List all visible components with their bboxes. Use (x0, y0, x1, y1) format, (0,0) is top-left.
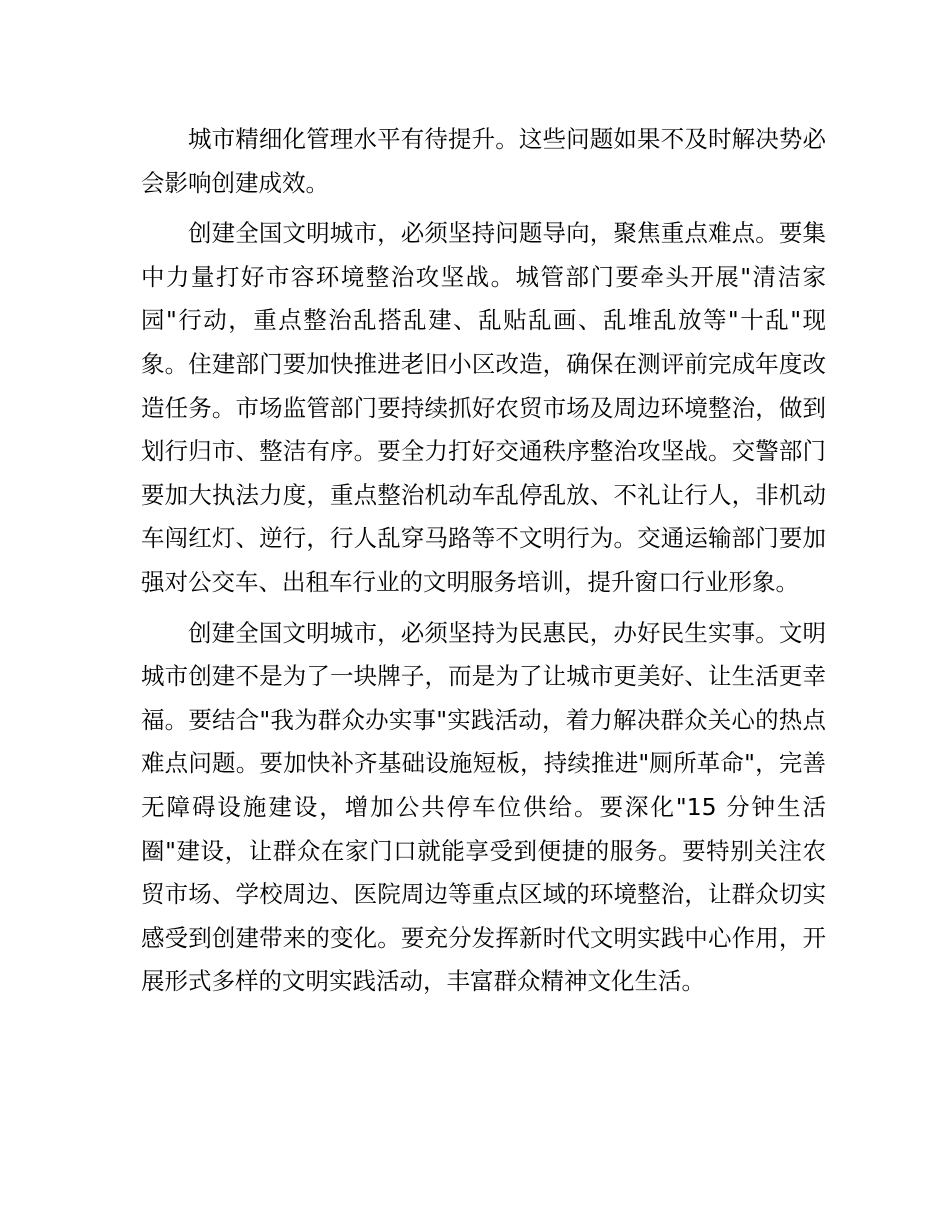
paragraph-3: 创建全国文明城市，必须坚持为民惠民，办好民生实事。文明城市创建不是为了一块牌子，而是为了让城市更美好、让生活更幸福。要结合"我为群众办实事"实践活动，着力解决群众关心的热点难点问题。要加快补齐基础设施短板，持续推进"厕所革命"，完善无障碍设施建设，增加公共停车位供给。要深化"15 分钟生活圈"建设，让群众在家门口就能享受到便捷的服务。要特别关注农贸市场、学校周边、医院周边等重点区域的环境整治，让群众切实感受到创建带来的变化。要充分发挥新时代文明实践中心作用，开展形式多样的文明实践活动，丰富群众精神文化生活。 (141, 618, 826, 996)
document-body (141, 118, 826, 1011)
paragraph-2: 创建全国文明城市，必须坚持问题导向，聚焦重点难点。要集中力量打好市容环境整治攻坚战。城管部门要牵头开展"清洁家园"行动，重点整治乱搭乱建、乱贴乱画、乱堆乱放等"十乱"现象。住建部门要加快推进老旧小区改造，确保在测评前完成年度改造任务。市场监管部门要持续抓好农贸市场及周边环境整治，做到划行归市、整洁有序。要全力打好交通秩序整治攻坚战。交警部门要加大执法力度，重点整治机动车乱停乱放、不礼让行人，非机动车闯红灯、逆行，行人乱穿马路等不文明行为。交通运输部门要加强对公交车、出租车行业的文明服务培训，提升窗口行业形象。 (141, 219, 826, 596)
paragraph-1: 城市精细化管理水平有待提升。这些问题如果不及时解决势必会影响创建成效。 (141, 125, 826, 197)
